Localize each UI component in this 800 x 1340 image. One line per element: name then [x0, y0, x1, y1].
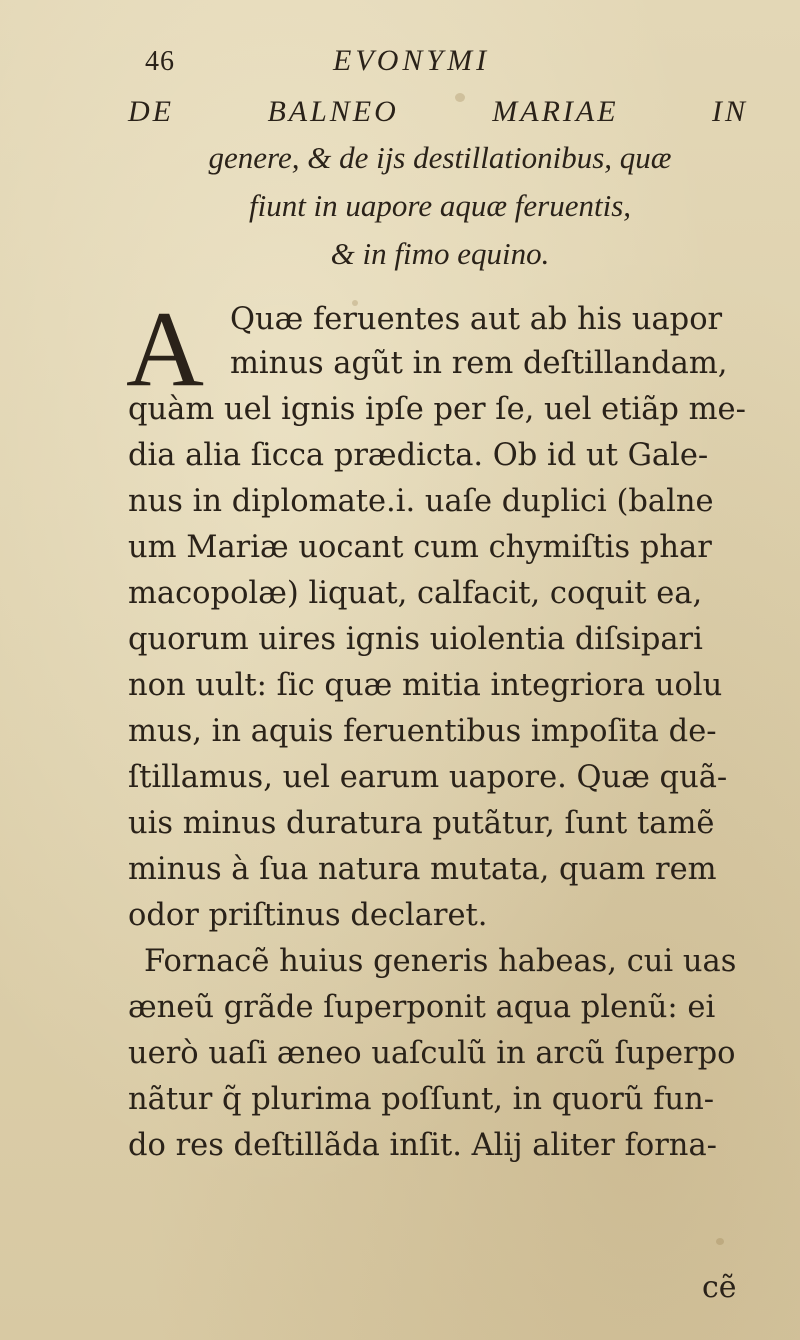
text-line: mus, in aquis feruentibus impoſita de-	[128, 714, 717, 749]
chapter-heading-line: genere, & de ijs destillationibus, quæ	[208, 140, 672, 175]
heading-word: MARIAE	[492, 95, 619, 128]
text-line: do res deſtillãda inſit. Alij aliter forna-	[128, 1128, 717, 1163]
heading-word: DE	[128, 95, 174, 128]
chapter-heading-line: fiunt in uapore aquæ feruentis,	[248, 188, 632, 223]
chapter-heading-line: & in fimo equino.	[330, 236, 550, 271]
text-line: Fornacẽ huius generis habeas, cui uas	[144, 944, 737, 979]
text-line: quàm uel ignis ipſe per ſe, uel etiãp me-	[128, 392, 746, 427]
text-line: dia alia ſicca prædicta. Ob id ut Gale-	[128, 438, 709, 473]
heading-word: IN	[711, 95, 748, 128]
chapter-heading-caps	[128, 95, 748, 129]
catchword: cẽ	[702, 1270, 737, 1305]
text-line: non uult: ſic quæ mitia integriora uolu	[128, 668, 723, 703]
text-line: nãtur q̃ plurima poſſunt, in quorũ fun-	[128, 1082, 715, 1117]
text-line: odor priſtinus declaret.	[128, 898, 488, 933]
page-number: 46	[145, 46, 175, 77]
drop-cap: A	[126, 290, 204, 409]
text-line: minus agũt in rem deſtillandam,	[230, 346, 728, 381]
text-line: ſtillamus, uel earum uapore. Quæ quã-	[128, 760, 728, 795]
text-line: minus à ſua natura mutata, quam rem	[128, 852, 717, 887]
text-line: um Mariæ uocant cum chymiſtis phar	[128, 530, 712, 565]
paper-stain	[716, 1238, 724, 1245]
text-line: macopolæ) liquat, calfacit, coquit ea,	[128, 576, 703, 611]
text-line: æneũ grãde ſuperponit aqua plenũ: ei	[128, 990, 716, 1025]
running-title: EVONYMI	[333, 44, 491, 77]
text-line: nus in diplomate.i. uaſe duplici (balne	[128, 484, 714, 519]
running-head	[145, 46, 605, 86]
heading-word: BALNEO	[267, 95, 399, 128]
text-line: quorum uires ignis uiolentia diſsipari	[128, 622, 703, 657]
text-line: Quæ feruentes aut ab his uapor	[230, 302, 723, 337]
text-line: uerò uaſi æneo uaſculũ in arcũ ſuperpo	[128, 1036, 736, 1071]
text-line: uis minus duratura putãtur, ſunt tamẽ	[128, 806, 715, 841]
